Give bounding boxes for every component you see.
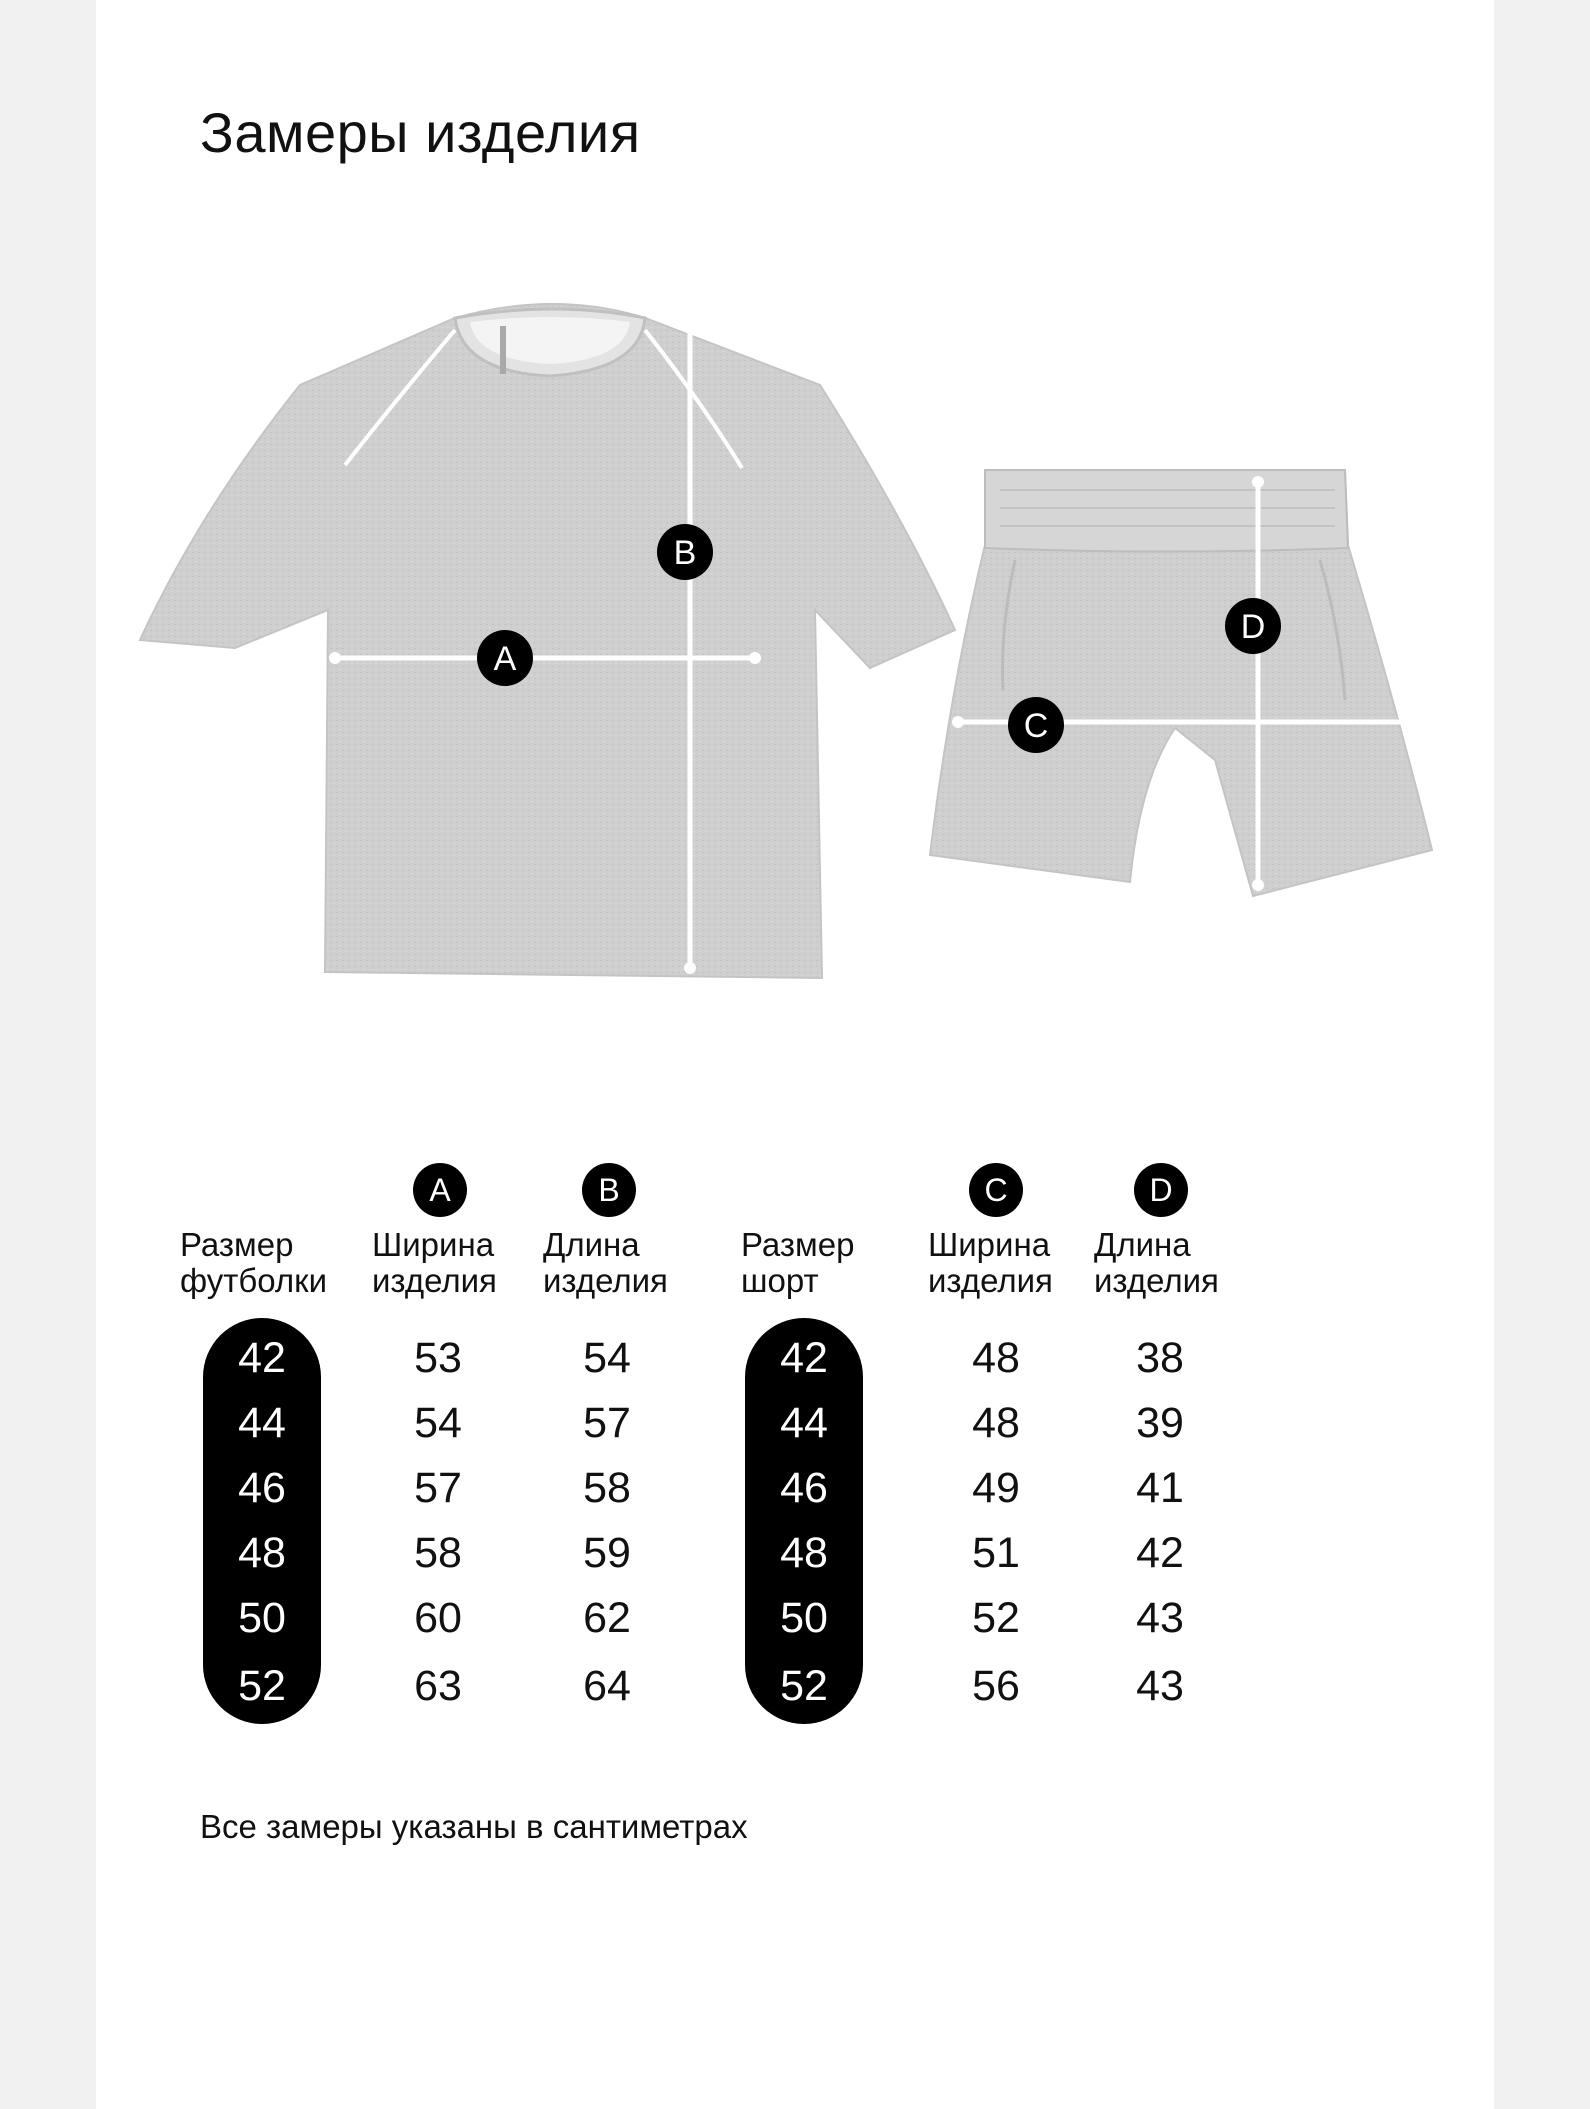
tshirt-width-header: Ширина изделия bbox=[372, 1226, 497, 1299]
size-cell: 46 bbox=[238, 1464, 286, 1512]
measure-cell-c: 48 bbox=[972, 1399, 1020, 1447]
measure-cell-c: 56 bbox=[972, 1662, 1020, 1710]
svg-text:A: A bbox=[493, 640, 517, 678]
measure-cell-b: 54 bbox=[583, 1334, 631, 1382]
measure-cell-a: 60 bbox=[414, 1594, 462, 1642]
shorts-length-header: Длина изделия bbox=[1094, 1226, 1219, 1299]
measure-cell-c: 49 bbox=[972, 1464, 1020, 1512]
tshirt-size-header: Размер футболки bbox=[180, 1226, 328, 1299]
shorts-illustration bbox=[930, 470, 1432, 896]
measure-cell-b: 59 bbox=[583, 1529, 631, 1577]
garment-diagram bbox=[0, 0, 1590, 1000]
diagram-badge-c bbox=[1008, 697, 1064, 753]
diagram-badge-a bbox=[477, 630, 533, 686]
measure-cell-d: 39 bbox=[1136, 1399, 1184, 1447]
size-cell: 48 bbox=[238, 1529, 286, 1577]
size-cell: 50 bbox=[238, 1594, 286, 1642]
measure-cell-d: 43 bbox=[1136, 1662, 1184, 1710]
measure-cell-a: 54 bbox=[414, 1399, 462, 1447]
measure-cell-d: 41 bbox=[1136, 1464, 1184, 1512]
diagram-badge-b bbox=[657, 524, 713, 580]
size-cell: 52 bbox=[238, 1662, 286, 1710]
svg-text:C: C bbox=[1023, 707, 1049, 745]
measure-cell-d: 38 bbox=[1136, 1334, 1184, 1382]
shorts-size-header: Размер шорт bbox=[741, 1226, 855, 1299]
measure-cell-a: 58 bbox=[414, 1529, 462, 1577]
size-cell: 48 bbox=[780, 1529, 828, 1577]
size-cell: 44 bbox=[238, 1399, 286, 1447]
svg-text:D: D bbox=[1240, 608, 1266, 646]
shorts-col-c-badge: C bbox=[969, 1163, 1023, 1217]
size-cell: 44 bbox=[780, 1399, 828, 1447]
tshirt-col-b-badge: B bbox=[582, 1163, 636, 1217]
size-cell: 42 bbox=[780, 1334, 828, 1382]
tshirt-length-header: Длина изделия bbox=[543, 1226, 668, 1299]
measure-cell-a: 63 bbox=[414, 1662, 462, 1710]
measure-cell-a: 53 bbox=[414, 1334, 462, 1382]
measure-cell-a: 57 bbox=[414, 1464, 462, 1512]
diagram-badge-d bbox=[1225, 598, 1281, 654]
measure-cell-c: 52 bbox=[972, 1594, 1020, 1642]
tshirt-illustration bbox=[140, 304, 955, 978]
svg-text:B: B bbox=[673, 534, 697, 572]
measure-cell-b: 58 bbox=[583, 1464, 631, 1512]
measure-cell-b: 62 bbox=[583, 1594, 631, 1642]
size-cell: 42 bbox=[238, 1334, 286, 1382]
measure-cell-c: 51 bbox=[972, 1529, 1020, 1577]
measure-cell-d: 42 bbox=[1136, 1529, 1184, 1577]
shorts-width-header: Ширина изделия bbox=[928, 1226, 1053, 1299]
tshirt-col-a-badge: A bbox=[413, 1163, 467, 1217]
size-cell: 46 bbox=[780, 1464, 828, 1512]
size-cell: 52 bbox=[780, 1662, 828, 1710]
measure-cell-b: 64 bbox=[583, 1662, 631, 1710]
size-cell: 50 bbox=[780, 1594, 828, 1642]
measure-cell-c: 48 bbox=[972, 1334, 1020, 1382]
page-title: Замеры изделия bbox=[200, 101, 641, 164]
footnote: Все замеры указаны в сантиметрах bbox=[200, 1808, 748, 1845]
shorts-col-d-badge: D bbox=[1134, 1163, 1188, 1217]
measure-cell-d: 43 bbox=[1136, 1594, 1184, 1642]
measure-cell-b: 57 bbox=[583, 1399, 631, 1447]
